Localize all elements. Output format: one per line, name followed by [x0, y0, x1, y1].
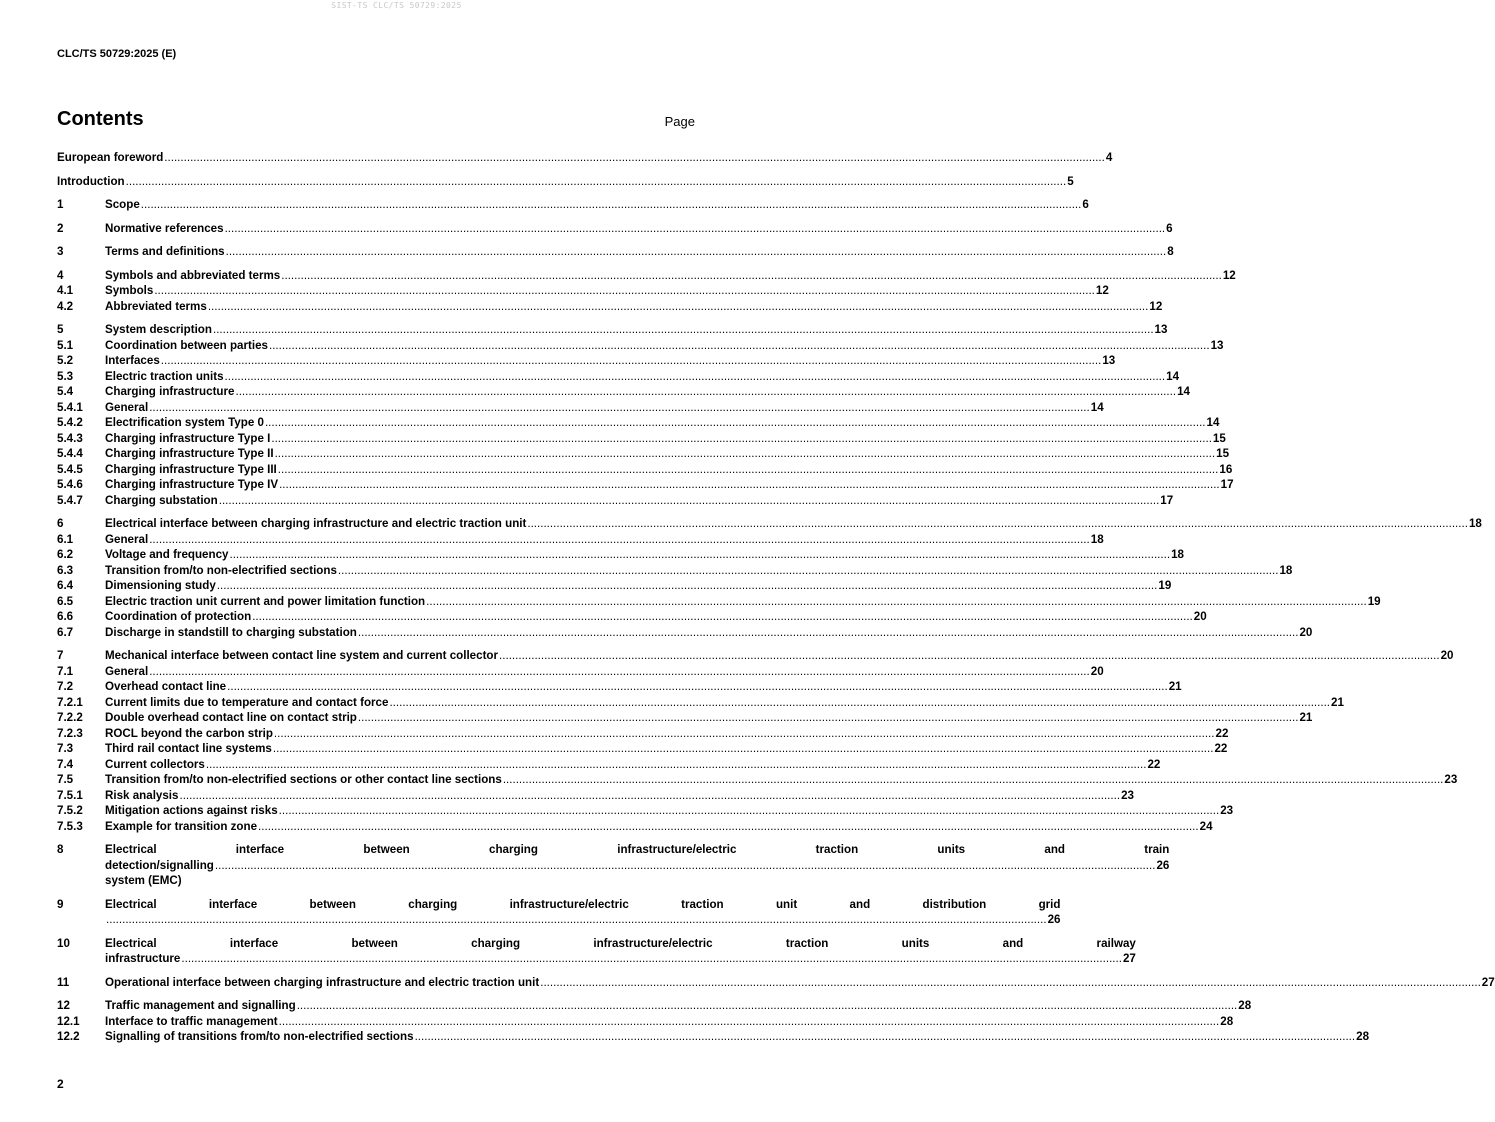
- toc-entry-page: 6: [1082, 198, 1089, 211]
- toc-entry-page: 20: [1193, 610, 1207, 623]
- toc-entry-title: Electric traction units: [105, 369, 224, 383]
- toc-entry-number: 6.2: [57, 548, 74, 561]
- toc-entry-title: European foreword: [57, 151, 164, 164]
- toc-entry-number: 7.5.3: [57, 819, 83, 833]
- toc-entry-number: 5.4: [57, 385, 74, 398]
- toc-entry-page: 12: [1095, 284, 1109, 297]
- toc-entry-title: Abbreviated terms: [105, 299, 207, 313]
- toc-entry-number: 12.1: [57, 1014, 80, 1028]
- toc-entry-5-4-3[interactable]: [57, 431, 1226, 447]
- toc-entry-7[interactable]: [57, 648, 1454, 664]
- toc-entry-5-4-4[interactable]: [57, 446, 1230, 462]
- toc-entry-number: 5.1: [57, 338, 74, 352]
- toc-entry-title: Risk analysis: [105, 788, 179, 802]
- toc-entry-number: 6: [57, 517, 64, 530]
- toc-entry-title: Introduction: [57, 174, 125, 188]
- toc-entry-title: Mitigation actions against risks: [105, 804, 278, 817]
- toc-entry-page: 14: [1206, 416, 1220, 429]
- toc-entry-page: 13: [1154, 323, 1168, 336]
- toc-entry-number: 2: [57, 221, 64, 235]
- toc-entry-title: Overhead contact line: [105, 680, 227, 693]
- toc-entry-number: 5.4.4: [57, 447, 83, 460]
- toc-entry-5[interactable]: [57, 322, 1168, 338]
- toc-entry-page: 28: [1220, 1014, 1234, 1028]
- watermark: SIST-TS CLC/TS 50729:2025: [331, 1, 462, 10]
- toc-entry-page: 26: [1047, 913, 1061, 926]
- page-column-label: Page: [664, 114, 695, 129]
- toc-entry-6-5[interactable]: [57, 594, 1381, 610]
- toc-entry-page: 18: [1090, 532, 1104, 546]
- toc-entry-2[interactable]: [57, 221, 1173, 237]
- toc-entry-6-7[interactable]: [57, 625, 1313, 641]
- toc-entry-9[interactable]: [57, 897, 1061, 928]
- toc-entry-7-5-3[interactable]: [57, 819, 1213, 835]
- toc-entry-3[interactable]: [57, 244, 1174, 260]
- toc-entry-title: Current collectors: [105, 757, 205, 771]
- toc-entry-6-4[interactable]: [57, 578, 1172, 594]
- toc-entry-title: Double overhead contact line on contact strip: [105, 711, 357, 724]
- toc-entry-12-1[interactable]: [57, 1014, 1234, 1030]
- toc-entry-title: General: [105, 532, 149, 546]
- toc-entry-title: Terms and definitions: [105, 245, 225, 258]
- toc-entry-7-5-1[interactable]: [57, 788, 1134, 804]
- document-id: CLC/TS 50729:2025 (E): [57, 48, 177, 60]
- toc-entry-number: 6.5: [57, 594, 74, 608]
- toc-entry-european-foreword[interactable]: [57, 150, 1113, 166]
- toc-entry-page: 16: [1219, 462, 1233, 476]
- toc-entry-page: 12: [1222, 268, 1236, 282]
- toc-entry-number: 5.4.2: [57, 416, 83, 429]
- toc-entry-number: 4: [57, 268, 64, 282]
- toc-entry-title: Coordination between parties: [105, 338, 268, 352]
- toc-entry-5-4-6[interactable]: [57, 477, 1234, 493]
- toc-entry-title: Signalling of transitions from/to non-electrified sections: [105, 1030, 414, 1043]
- toc-entry-1[interactable]: [57, 197, 1089, 213]
- toc-entry-number: 4.2: [57, 299, 74, 313]
- toc-entry-6-6[interactable]: [57, 609, 1207, 625]
- toc-entry-page: 14: [1177, 385, 1190, 398]
- toc-entry-page: 23: [1444, 773, 1458, 786]
- toc-entry-7-1[interactable]: [57, 664, 1104, 680]
- toc-entry-number: 1: [57, 198, 64, 211]
- toc-entry-page: 21: [1168, 680, 1182, 693]
- toc-entry-title: General: [105, 400, 149, 414]
- toc-entry-title: Charging infrastructure Type I: [105, 431, 271, 445]
- toc-entry-title: Charging infrastructure Type II: [105, 447, 274, 460]
- toc-entry-title-line1: Electrical interface between charging infrastructure/electric traction unit and distribution grid: [105, 897, 1061, 911]
- toc-entry-7-3[interactable]: [57, 741, 1228, 757]
- toc-entry-page: 21: [1331, 695, 1344, 709]
- toc-entry-page: 4: [1105, 151, 1113, 164]
- toc-entry-page: 18: [1468, 517, 1482, 530]
- toc-entry-title: Symbols and abbreviated terms: [105, 268, 281, 282]
- toc-entry-7-2-1[interactable]: [57, 695, 1344, 711]
- toc-entry-page: 28: [1356, 1030, 1370, 1043]
- toc-entry-4-2[interactable]: [57, 299, 1163, 315]
- toc-entry-title: Charging infrastructure Type III: [105, 462, 277, 476]
- toc-entry-introduction[interactable]: [57, 174, 1074, 190]
- toc-entry-number: 5.4.3: [57, 431, 83, 445]
- toc-entry-5-1[interactable]: [57, 338, 1224, 354]
- toc-entry-page: 6: [1166, 221, 1173, 235]
- toc-entry-title: Charging infrastructure: [105, 385, 235, 398]
- toc-entry-page: 19: [1158, 579, 1172, 592]
- toc-entry-page: 26: [1156, 858, 1170, 872]
- toc-entry-page: 17: [1160, 493, 1174, 507]
- toc-entry-page: 18: [1171, 548, 1184, 561]
- toc-entry-title: Transition from/to non-electrified sections: [105, 563, 337, 577]
- toc-entry-page: 19: [1367, 594, 1381, 608]
- toc-entry-title: Voltage and frequency: [105, 548, 229, 561]
- toc-entry-title-line2: infrastructure: [105, 952, 181, 965]
- toc-entry-title: Interface to traffic management: [105, 1014, 278, 1028]
- toc-entry-5-4[interactable]: [57, 384, 1190, 400]
- toc-entry-number: 3: [57, 245, 64, 258]
- toc-entry-title: Current limits due to temperature and contact force: [105, 695, 389, 709]
- toc-entry-title: Traffic management and signalling: [105, 999, 296, 1012]
- toc-entry-5-4-2[interactable]: [57, 415, 1220, 431]
- toc-entry-page: 20: [1440, 649, 1454, 662]
- toc-entry-number: 5.2: [57, 354, 74, 367]
- toc-entry-number: 7.1: [57, 664, 74, 678]
- toc-entry-page: 5: [1067, 174, 1074, 188]
- toc-entry-number: 8: [57, 843, 64, 856]
- toc-entry-number: 5.4.1: [57, 400, 83, 414]
- toc-entry-number: 6.1: [57, 532, 74, 546]
- toc-entry-page: 17: [1220, 478, 1234, 491]
- page-number: 2: [57, 1077, 64, 1091]
- toc-entry-page: 15: [1216, 447, 1230, 460]
- toc-entry-page: 22: [1147, 757, 1161, 771]
- toc-entry-page: 24: [1199, 819, 1213, 833]
- toc-entry-title: Charging infrastructure Type IV: [105, 478, 279, 491]
- toc-entry-page: 14: [1090, 400, 1104, 414]
- toc-entry-number: 7.5.2: [57, 804, 83, 817]
- toc-entry-title: Normative references: [105, 221, 224, 235]
- toc-entry-5-2[interactable]: [57, 353, 1116, 369]
- toc-entry-title: General: [105, 664, 149, 678]
- toc-entry-number: 7.3: [57, 742, 74, 755]
- toc-entry-5-4-7[interactable]: [57, 493, 1174, 509]
- toc-entry-number: 6.3: [57, 563, 74, 577]
- toc-entry-title: Interfaces: [105, 354, 160, 367]
- toc-entry-6-1[interactable]: [57, 532, 1104, 548]
- toc-entry-title: System description: [105, 323, 212, 336]
- toc-entry-page: 12: [1149, 299, 1163, 313]
- toc-entry-title-line2: detection/signalling system (EMC): [105, 858, 214, 887]
- toc-entry-title: Operational interface between charging infrastructure and electric traction unit: [105, 975, 540, 989]
- toc-entry-4-1[interactable]: [57, 283, 1109, 299]
- table-of-contents: [57, 150, 1495, 1053]
- toc-entry-page: 13: [1102, 354, 1116, 367]
- toc-entry-number: 7.5.1: [57, 788, 83, 802]
- toc-entry-8[interactable]: [57, 842, 1170, 889]
- toc-entry-11[interactable]: [57, 975, 1495, 991]
- toc-entry-page: 20: [1090, 664, 1104, 678]
- toc-entry-10[interactable]: [57, 936, 1136, 967]
- toc-entry-page: 20: [1299, 625, 1313, 639]
- toc-entry-title: Electric traction unit current and power limitation function: [105, 594, 426, 608]
- toc-entry-title: Electrical interface between charging infrastructure and electric traction unit: [105, 517, 527, 530]
- toc-entry-number: 5.4.5: [57, 462, 83, 476]
- toc-entry-title: Example for transition zone: [105, 819, 258, 833]
- page-title: Contents: [57, 108, 144, 130]
- toc-entry-5-4-5[interactable]: [57, 462, 1233, 478]
- toc-entry-number: 5.3: [57, 369, 74, 383]
- toc-entry-12-2[interactable]: [57, 1029, 1370, 1045]
- toc-entry-page: 27: [1481, 975, 1495, 989]
- toc-entry-7-4[interactable]: [57, 757, 1161, 773]
- toc-entry-page: 28: [1238, 999, 1252, 1012]
- toc-entry-page: 14: [1166, 369, 1180, 383]
- toc-entry-title-line1: Electrical interface between charging infrastructure/electric traction units and train: [105, 843, 1170, 856]
- toc-entry-title: Coordination of protection: [105, 610, 252, 623]
- toc-entry-number: 11: [57, 975, 70, 989]
- toc-entry-page: 21: [1299, 711, 1313, 724]
- toc-entry-title: ROCL beyond the carbon strip: [105, 726, 273, 740]
- toc-entry-number: 12.2: [57, 1030, 80, 1043]
- toc-entry-7-5-2[interactable]: [57, 803, 1234, 819]
- toc-entry-title-line1: Electrical interface between charging infrastructure/electric traction units and railway: [105, 936, 1136, 950]
- toc-entry-page: 22: [1215, 726, 1229, 740]
- toc-entry-number: 9: [57, 897, 64, 911]
- toc-entry-title: Dimensioning study: [105, 579, 216, 592]
- toc-entry-page: 13: [1210, 338, 1224, 352]
- toc-entry-number: 5: [57, 323, 64, 336]
- toc-entry-title: Symbols: [105, 284, 154, 297]
- toc-entry-7-5[interactable]: [57, 772, 1458, 788]
- toc-entry-title: Electrification system Type 0: [105, 416, 264, 429]
- toc-entry-number: 6.6: [57, 610, 74, 623]
- toc-entry-5-4-1[interactable]: [57, 400, 1104, 416]
- toc-entry-7-2[interactable]: [57, 679, 1182, 695]
- toc-entry-page: 18: [1279, 563, 1293, 577]
- toc-entry-page: 15: [1212, 431, 1226, 445]
- toc-entry-title: Scope: [105, 198, 140, 211]
- toc-entry-7-2-3[interactable]: [57, 726, 1229, 742]
- toc-entry-number: 4.1: [57, 284, 74, 297]
- toc-entry-title: Transition from/to non-electrified sections or other contact line sections: [105, 773, 502, 786]
- toc-entry-page: 8: [1167, 245, 1174, 258]
- toc-entry-number: 5.4.6: [57, 478, 83, 491]
- toc-entry-6[interactable]: [57, 516, 1482, 532]
- toc-entry-number: 5.4.7: [57, 493, 83, 507]
- toc-entry-number: 6.4: [57, 579, 74, 592]
- toc-entry-number: 7.4: [57, 757, 74, 771]
- toc-entry-page: 23: [1121, 788, 1134, 802]
- toc-entry-title: Third rail contact line systems: [105, 742, 272, 755]
- toc-entry-5-3[interactable]: [57, 369, 1180, 385]
- toc-entry-6-3[interactable]: [57, 563, 1293, 579]
- toc-entry-page: 22: [1214, 742, 1228, 755]
- toc-entry-6-2[interactable]: [57, 547, 1184, 563]
- toc-entry-12[interactable]: [57, 998, 1252, 1014]
- toc-entry-number: 7.2.3: [57, 726, 83, 740]
- toc-entry-page: 23: [1220, 804, 1234, 817]
- toc-entry-number: 7: [57, 649, 64, 662]
- toc-entry-number: 10: [57, 936, 70, 950]
- toc-entry-title: Mechanical interface between contact line system and current collector: [105, 649, 499, 662]
- toc-entry-number: 6.7: [57, 625, 74, 639]
- toc-entry-number: 7.2.1: [57, 695, 83, 709]
- toc-entry-title: Charging substation: [105, 493, 218, 507]
- toc-entry-number: 7.5: [57, 773, 74, 786]
- toc-entry-page: 27: [1122, 952, 1136, 965]
- toc-entry-7-2-2[interactable]: [57, 710, 1313, 726]
- toc-entry-4[interactable]: [57, 268, 1236, 284]
- toc-entry-number: 12: [57, 999, 70, 1012]
- toc-entry-title: Discharge in standstill to charging substation: [105, 625, 357, 639]
- toc-entry-number: 7.2.2: [57, 711, 83, 724]
- toc-entry-number: 7.2: [57, 680, 74, 693]
